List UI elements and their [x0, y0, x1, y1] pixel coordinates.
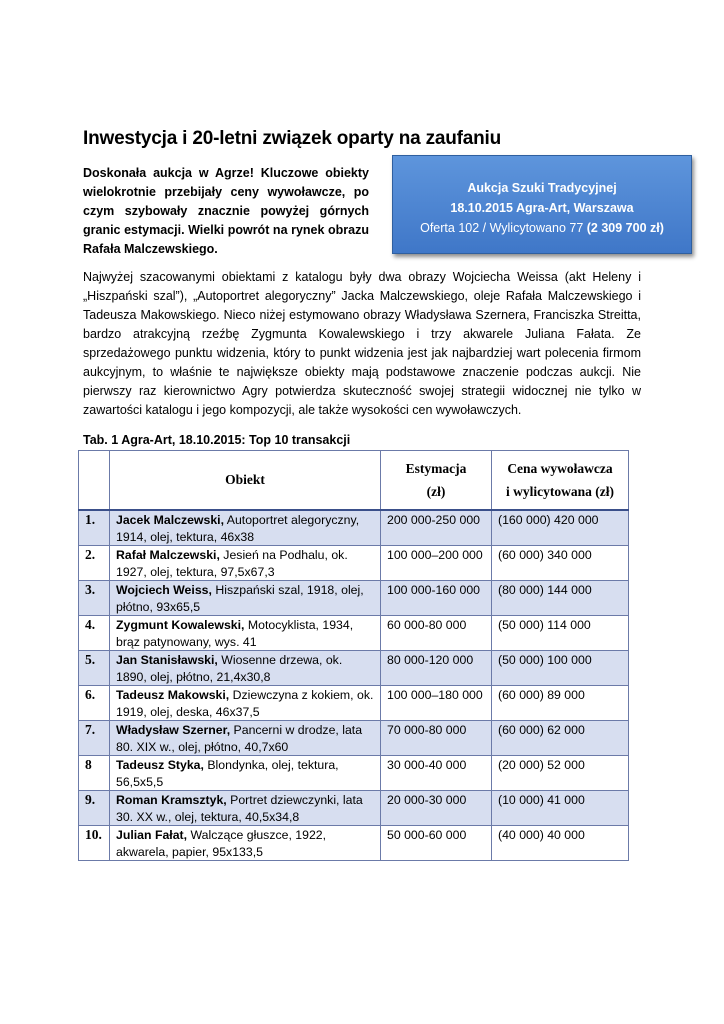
row-number: 3. [79, 581, 110, 616]
row-artist: Władysław Szerner, [116, 723, 231, 737]
row-object [110, 686, 381, 721]
row-artist: Jacek Malczewski, [116, 513, 225, 527]
table-row [79, 546, 629, 581]
row-description: Jesień na Podhalu, ok. 1927, olej, tektura, 97,5x67,3 [116, 548, 348, 579]
row-object [110, 826, 381, 861]
row-artist: Tadeusz Styka, [116, 758, 204, 772]
header-price-line1: Cena wywoławcza [507, 461, 613, 476]
row-price: (50 000) 114 000 [492, 616, 629, 651]
row-description: Portret dziewczynki, lata 30. XX w., olej, tektura, 40,5x34,8 [116, 793, 363, 824]
row-estimate: 50 000-60 000 [381, 826, 492, 861]
row-object [110, 581, 381, 616]
table-row [79, 756, 629, 791]
header-number [79, 451, 110, 511]
table-row [79, 791, 629, 826]
row-number: 10. [79, 826, 110, 861]
table-row [79, 686, 629, 721]
table-row [79, 826, 629, 861]
row-price: (10 000) 41 000 [492, 791, 629, 826]
row-price: (20 000) 52 000 [492, 756, 629, 791]
body-paragraph: Najwyżej szacowanymi obiektami z katalogu były dwa obrazy Wojciecha Weissa (akt Heleny i „Hiszpański szal”), „Autoportret alegoryczny” Jacka Malczewskiego, oleje Rafała Malczewskiego i Tadeusza Makowskiego. Nieco niżej estymowano obrazy Władysława Szernera, Franciszka Streitta, bardzo atrakcyjną rzeźbę Zygmunta Kowalewskiego i trzy akwarele Juliana Fałata. Ze sprzedażowego punktu widzenia, który to punkt widzenia jest jak najbardziej wart polecenia firmom aukcyjnym, to właśnie te największe obiekty mają podstawowe znaczenie podczas aukcji. Nie pierwszy raz kierownictwo Agry potwierdza skuteczność swojej strategii widocznej nie tylko w zawartości katalogu i jego kompozycji, ale także wysokości cen wywoławczych. [83, 270, 641, 417]
row-estimate: 70 000-80 000 [381, 721, 492, 756]
row-description: Pancerni w drodze, lata 80. XIX w., olej, płótno, 40,7x60 [116, 723, 363, 754]
row-estimate: 100 000–180 000 [381, 686, 492, 721]
top-transactions-table [78, 450, 629, 861]
row-description: Dziewczyna z kokiem, ok. 1919, olej, deska, 46x37,5 [116, 688, 374, 719]
row-price: (80 000) 144 000 [492, 581, 629, 616]
row-object [110, 756, 381, 791]
row-artist: Roman Kramsztyk, [116, 793, 227, 807]
row-object [110, 651, 381, 686]
auction-date-place: 18.10.2015 Agra-Art, Warszawa [450, 201, 634, 215]
row-number: 7. [79, 721, 110, 756]
row-number: 9. [79, 791, 110, 826]
row-object [110, 616, 381, 651]
row-number: 2. [79, 546, 110, 581]
row-description: Wiosenne drzewa, ok. 1890, olej, płótno, 21,4x30,8 [116, 653, 343, 684]
auction-info-box [392, 155, 692, 254]
row-artist: Jan Stanisławski, [116, 653, 218, 667]
row-artist: Rafał Malczewski, [116, 548, 220, 562]
row-price: (60 000) 89 000 [492, 686, 629, 721]
auction-summary [393, 218, 691, 238]
header-estimate-line1: Estymacja [405, 461, 467, 476]
table-row [79, 581, 629, 616]
auction-total: (2 309 700 zł) [586, 221, 664, 235]
table-row [79, 616, 629, 651]
row-estimate: 200 000-250 000 [381, 510, 492, 546]
row-estimate: 80 000-120 000 [381, 651, 492, 686]
header-price [492, 451, 629, 511]
row-number: 1. [79, 510, 110, 546]
article-title: Inwestycja i 20-letni związek oparty na zaufaniu [83, 128, 502, 149]
header-object: Obiekt [110, 451, 381, 511]
table-caption: Tab. 1 Agra-Art, 18.10.2015: Top 10 transakcji [83, 433, 351, 447]
row-object [110, 546, 381, 581]
row-estimate: 100 000–200 000 [381, 546, 492, 581]
row-object [110, 510, 381, 546]
row-estimate: 30 000-40 000 [381, 756, 492, 791]
row-price: (40 000) 40 000 [492, 826, 629, 861]
row-artist: Julian Fałat, [116, 828, 188, 842]
row-estimate: 20 000-30 000 [381, 791, 492, 826]
row-description: Autoportret alegoryczny, 1914, olej, tektura, 46x38 [116, 513, 360, 544]
row-description: Motocyklista, 1934, brąz patynowany, wys. 41 [116, 618, 354, 649]
table-row [79, 651, 629, 686]
row-artist: Tadeusz Makowski, [116, 688, 230, 702]
row-object [110, 791, 381, 826]
table-row [79, 721, 629, 756]
row-description: Hiszpański szal, 1918, olej, płótno, 93x65,5 [116, 583, 364, 614]
row-estimate: 100 000-160 000 [381, 581, 492, 616]
row-number: 8 [79, 756, 110, 791]
row-price: (50 000) 100 000 [492, 651, 629, 686]
row-number: 6. [79, 686, 110, 721]
row-description: Blondynka, olej, tektura, 56,5x5,5 [116, 758, 339, 789]
row-price: (60 000) 62 000 [492, 721, 629, 756]
table-header-row [79, 451, 629, 511]
row-price: (60 000) 340 000 [492, 546, 629, 581]
row-description: Walczące głuszce, 1922, akwarela, papier, 95x133,5 [116, 828, 327, 859]
row-artist: Zygmunt Kowalewski, [116, 618, 245, 632]
auction-offer: Oferta 102 / Wylicytowano 77 [420, 221, 587, 235]
row-number: 5. [79, 651, 110, 686]
row-object [110, 721, 381, 756]
row-estimate: 60 000-80 000 [381, 616, 492, 651]
table-row [79, 510, 629, 546]
row-price: (160 000) 420 000 [492, 510, 629, 546]
header-estimate-line2: (zł) [426, 484, 446, 499]
row-number: 4. [79, 616, 110, 651]
auction-name: Aukcja Szuki Tradycyjnej [467, 181, 617, 195]
header-price-line2: i wylicytowana (zł) [506, 484, 614, 499]
header-estimate [381, 451, 492, 511]
row-artist: Wojciech Weiss, [116, 583, 212, 597]
lead-paragraph: Doskonała aukcja w Agrze! Kluczowe obiekty wielokrotnie przebijały ceny wywoławcze, po czym szybowały znacznie powyżej górnych granic estymacji. Wielki powrót na rynek obrazu Rafała Malczewskiego. [83, 166, 369, 256]
